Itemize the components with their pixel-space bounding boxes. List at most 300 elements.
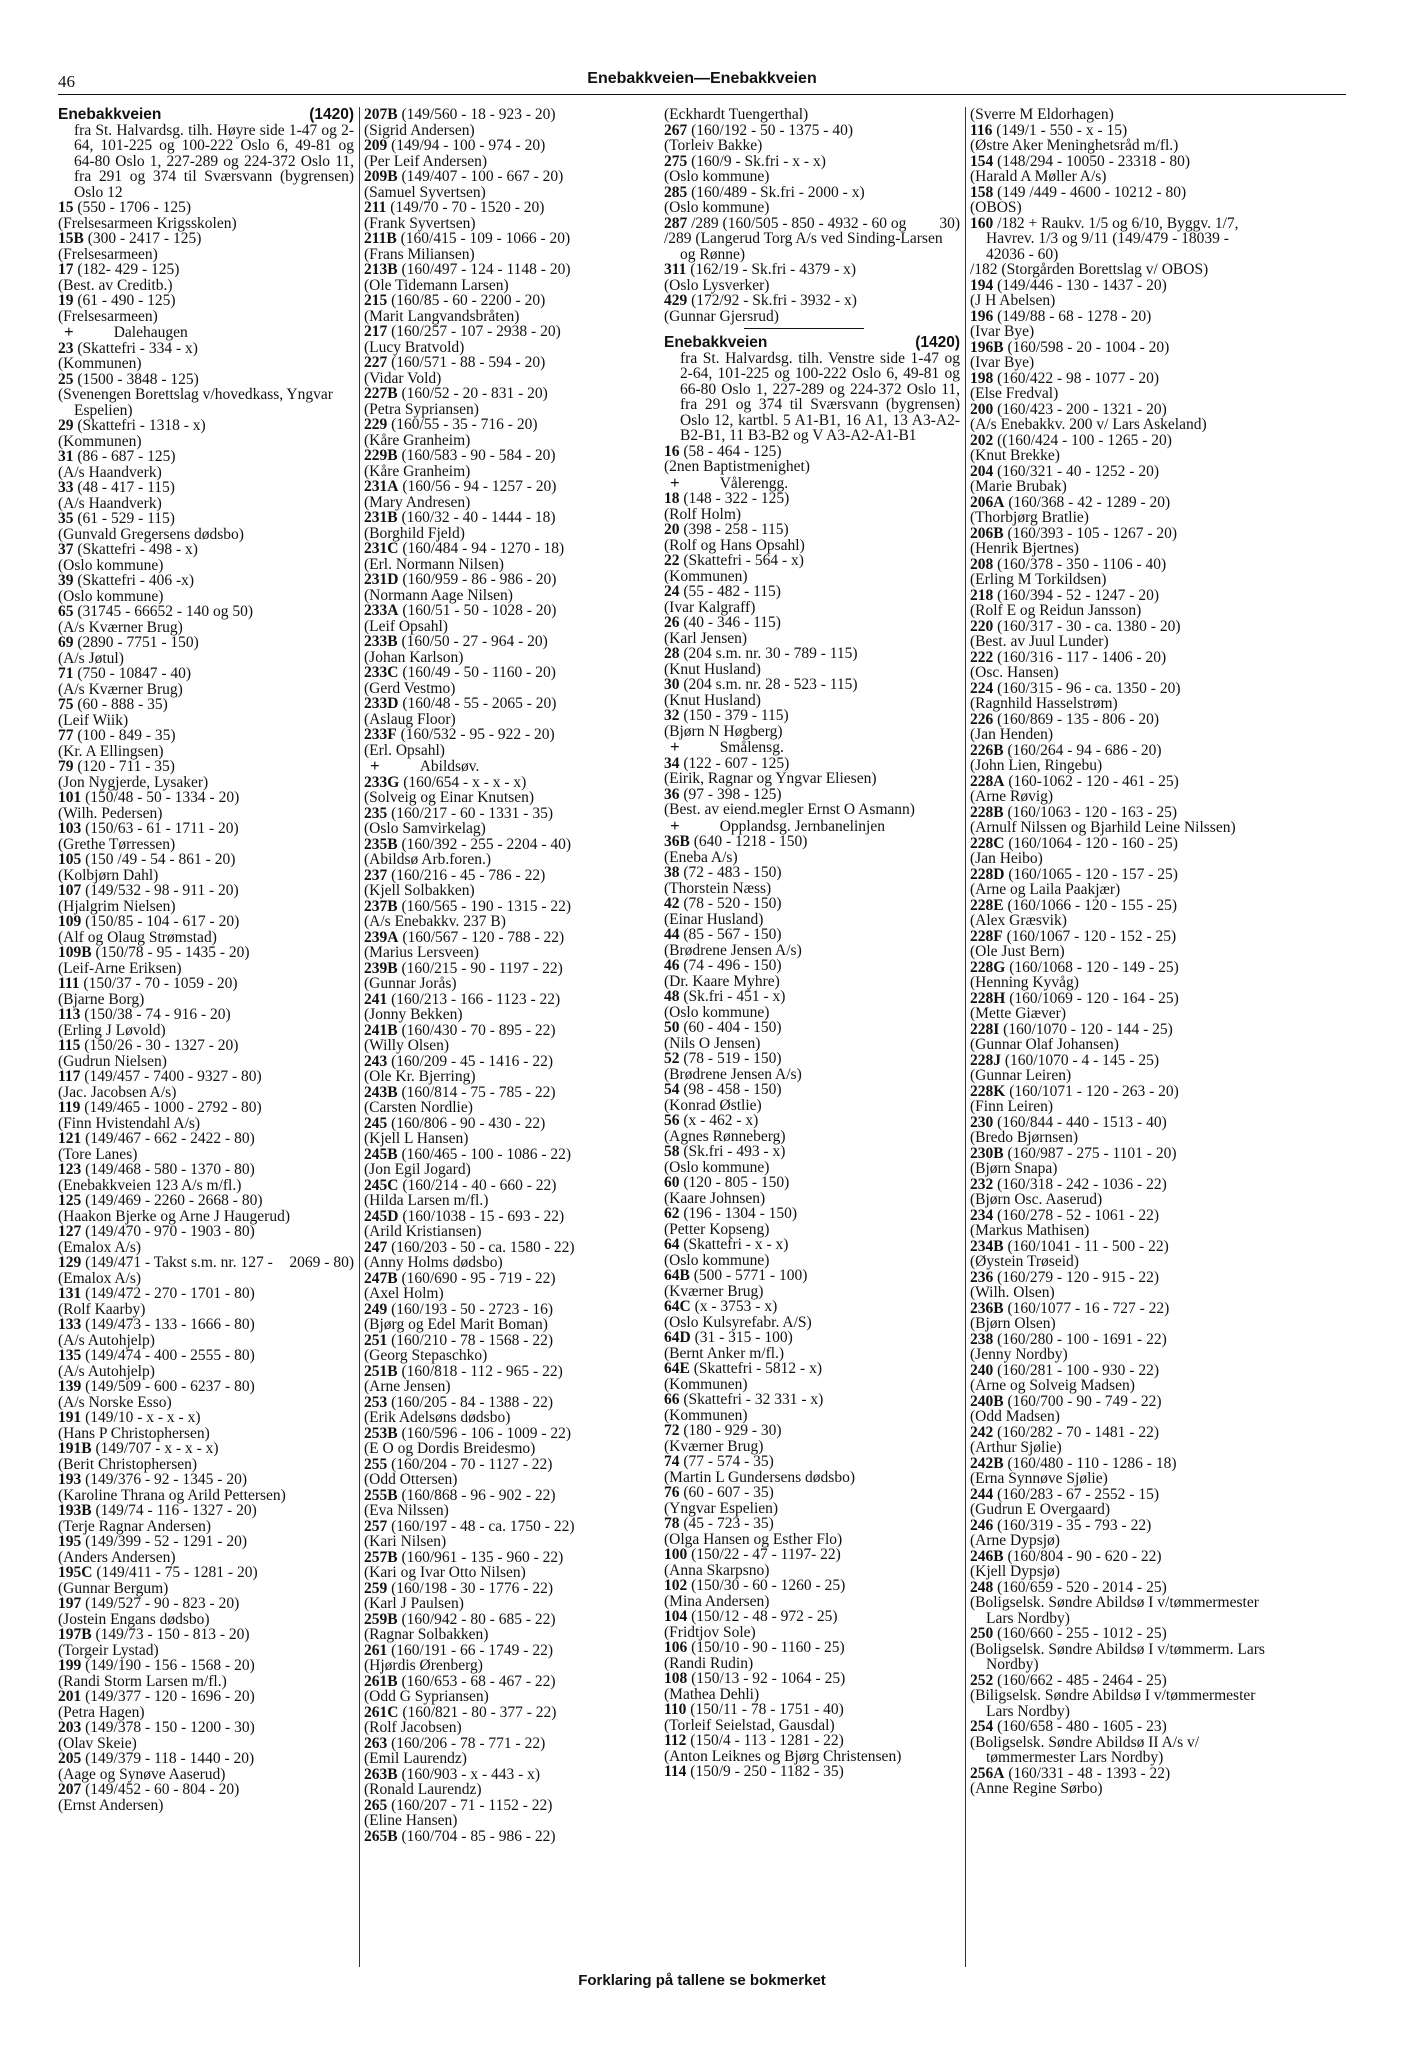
property-entry	[970, 495, 1266, 511]
house-number: 242	[970, 1423, 994, 1441]
entry-values: /182 + Raukv. 1/5 og 6/10, Byggv. 1/7, Havrev. 1/3 og 9/11 (149/479 - 18039 - 42036 - 60)	[986, 214, 1239, 263]
entry-values: (149/471 - Takst s.m. nr. 127 -	[81, 1254, 273, 1271]
property-entry	[664, 1516, 960, 1532]
house-number: 234B	[970, 1237, 1004, 1255]
entry-values: (160/422 - 98 - 1077 - 20)	[993, 369, 1159, 387]
entry-values: (149/527 - 90 - 823 - 20)	[81, 1595, 240, 1612]
house-number: 215	[364, 292, 388, 309]
property-entry	[664, 1547, 960, 1563]
owner-line: /289 (Langerud Torg A/s ved Sinding-Larsen og Rønne)	[664, 230, 943, 263]
owner-line: (Jan Heibo)	[970, 850, 1043, 867]
house-number: 236B	[970, 1299, 1004, 1317]
house-number: 240B	[970, 1392, 1004, 1410]
entry-values: (150/4 - 113 - 1281 - 22)	[686, 1732, 844, 1749]
property-entry	[58, 1131, 354, 1147]
entry-values: (160/1070 - 120 - 144 - 25)	[999, 1020, 1173, 1038]
property-entry	[970, 1332, 1266, 1348]
entry-values: (150/37 - 70 - 1059 - 20)	[79, 975, 238, 992]
property-entry	[970, 1487, 1266, 1503]
entry-values: (149/399 - 52 - 1291 - 20)	[81, 1533, 247, 1550]
entry-values: (160/596 - 106 - 1009 - 22)	[397, 1424, 572, 1442]
owner-line: (Torleif Seielstad, Gausdal)	[664, 1716, 835, 1734]
property-entry	[364, 1240, 660, 1256]
header-rule	[58, 94, 1346, 95]
house-number: 195	[58, 1533, 82, 1550]
house-number: 108	[664, 1670, 688, 1687]
owner-line: (Jan Henden)	[970, 726, 1054, 743]
owner-line: (A/s Haandverk)	[58, 463, 162, 481]
property-entry	[58, 511, 354, 527]
house-number: 237B	[364, 897, 398, 915]
property-entry	[664, 1423, 960, 1439]
entry-values: (160/1038 - 15 - 693 - 22)	[398, 1207, 565, 1225]
owner-line: (John Lien, Ringebu)	[970, 757, 1103, 774]
house-number: 227	[364, 354, 388, 371]
owner-line: (Erl. Normann Nilsen)	[364, 555, 504, 573]
entry-values: ((160/424 - 100 - 1265 - 20)	[993, 431, 1172, 449]
property-entry	[58, 1038, 354, 1054]
street-code: (1420)	[309, 107, 354, 123]
house-number: 196B	[970, 338, 1004, 356]
property-entry	[58, 1534, 354, 1550]
entry-values: (182- 429 - 125)	[73, 261, 180, 278]
entry-values: (149/379 - 118 - 1440 - 20)	[81, 1750, 255, 1767]
property-entry	[664, 1206, 960, 1222]
owner-line: (Bjørn Snapa)	[970, 1160, 1058, 1177]
owner-line: (Ole Kr. Bjerring)	[364, 1068, 476, 1085]
house-number: 259B	[364, 1610, 398, 1628]
property-entry	[58, 1007, 354, 1023]
house-number: 33	[58, 479, 74, 496]
owner-line: (Lucy Bratvold)	[364, 338, 465, 356]
property-entry	[970, 650, 1266, 666]
property-entry	[364, 727, 660, 743]
entry-values: (160/430 - 70 - 895 - 22)	[397, 1021, 556, 1039]
property-entry	[970, 154, 1266, 170]
house-number: 197B	[58, 1626, 92, 1643]
entry-values: (500 - 5771 - 100)	[689, 1267, 808, 1284]
entry-values: (750 - 10847 - 40)	[73, 665, 192, 682]
street-heading	[664, 335, 960, 351]
entry-values: (150/10 - 90 - 1160 - 25)	[687, 1639, 845, 1656]
owner-line: (Emalox A/s)	[58, 1269, 142, 1287]
property-entry	[664, 123, 960, 139]
column-4	[965, 107, 1266, 1967]
owner-line: (Berit Christophersen)	[58, 1455, 198, 1473]
owner-line: (Jonny Bekken)	[364, 1006, 463, 1023]
owner-line: (Alex Græsvik)	[970, 912, 1067, 929]
house-number: 207B	[364, 107, 398, 123]
house-number: 139	[58, 1378, 82, 1395]
property-entry	[364, 1829, 660, 1845]
owner-line: (Ronald Laurendz)	[364, 1781, 482, 1798]
property-entry	[58, 666, 354, 682]
owner-line: (Eline Hansen)	[364, 1812, 458, 1829]
owner-line: (Per Leif Andersen)	[364, 152, 488, 170]
property-entry	[970, 1766, 1266, 1782]
entry-values: (149/469 - 2260 - 2668 - 80)	[81, 1192, 263, 1209]
property-entry	[58, 728, 354, 744]
house-number: 15B	[58, 230, 84, 247]
property-entry	[364, 448, 660, 464]
property-entry	[364, 1178, 660, 1194]
property-entry	[58, 1441, 354, 1457]
entry-values: (160/48 - 55 - 2065 - 20)	[398, 695, 557, 712]
property-entry	[364, 1116, 660, 1132]
owner-line: (Vidar Vold)	[364, 369, 442, 387]
entry-values: (149/70 - 70 - 1520 - 20)	[386, 199, 545, 216]
owner-line: (Leif Wiik)	[58, 711, 129, 729]
property-entry	[58, 1720, 354, 1736]
house-number: 211B	[364, 230, 397, 247]
owner-line: (Eirik, Ragnar og Yngvar Eliesen)	[664, 770, 877, 787]
entry-values: (160/814 - 75 - 785 - 22)	[397, 1083, 556, 1101]
property-entry	[364, 1705, 660, 1721]
owner-line: (Harald A Møller A/s)	[970, 168, 1107, 185]
owner-line: (Borghild Fjeld)	[364, 524, 465, 542]
house-number: 209	[364, 137, 388, 154]
owner-line: (Bjarne Borg)	[58, 990, 145, 1008]
entry-values: (Skattefri - 498 - x)	[73, 541, 198, 558]
crossing-plus-icon: +	[670, 472, 680, 492]
owner-line: (Gudrun Nielsen)	[58, 1052, 167, 1070]
property-entry	[970, 991, 1266, 1007]
street-name: Enebakkveien	[58, 107, 162, 123]
house-number: 66	[664, 1391, 680, 1408]
entry-values: (100 - 849 - 35)	[73, 727, 176, 744]
property-entry	[664, 1764, 960, 1780]
property-entry	[664, 444, 960, 460]
owner-line: (Ivar Bye)	[970, 354, 1035, 371]
crossing-marker	[664, 472, 960, 492]
house-number: 65	[58, 603, 74, 620]
property-entry	[364, 231, 660, 247]
owner-line: (Kari Nilsen)	[364, 1533, 447, 1550]
house-number: 227B	[364, 385, 398, 402]
entry-values: (160/868 - 96 - 902 - 22)	[397, 1486, 556, 1504]
crossing-marker	[364, 758, 660, 775]
property-entry	[664, 1485, 960, 1501]
property-entry	[364, 107, 660, 123]
property-entry	[664, 553, 960, 569]
entry-values: (31745 - 66652 - 140 og 50)	[73, 603, 254, 620]
property-entry	[364, 479, 660, 495]
house-number: 217	[364, 323, 388, 340]
crossing-marker	[664, 815, 960, 835]
entry-values: (Skattefri - 334 - x)	[73, 339, 198, 357]
owner-line: (Kommunen)	[664, 1406, 748, 1424]
column-2	[359, 107, 660, 1967]
owner-line: (Ragnhild Hasselstrøm)	[970, 695, 1118, 712]
property-entry	[970, 898, 1266, 914]
property-entry	[664, 989, 960, 1005]
property-entry	[664, 865, 960, 881]
entry-values: (160/869 - 135 - 806 - 20)	[993, 710, 1159, 728]
owner-line: (Rolf Holm)	[664, 505, 742, 523]
entry-values: (160/210 - 78 - 1568 - 22)	[387, 1331, 553, 1349]
owner-line: (Frelsesarmeen)	[58, 307, 158, 325]
owner-line: (Dr. Kaare Myhre)	[664, 972, 780, 990]
owner-line: (Bjørn N Høgberg)	[664, 722, 783, 740]
entry-values: (55 - 482 - 115)	[679, 583, 781, 600]
entry-values: (149/376 - 92 - 1345 - 20)	[81, 1471, 247, 1488]
property-entry	[364, 572, 660, 588]
owner-line: (Frelsesarmeen)	[58, 245, 158, 263]
owner-line: (Mette Giæver)	[970, 1005, 1066, 1022]
owner-line: (Sigrid Andersen)	[364, 121, 475, 139]
property-entry	[664, 1392, 960, 1408]
property-entry	[364, 1736, 660, 1752]
house-number: 199	[58, 1657, 82, 1674]
property-entry	[58, 1751, 354, 1767]
house-number: 64B	[664, 1267, 690, 1284]
owner-line: (Kommunen)	[664, 1375, 748, 1393]
property-entry	[364, 1209, 660, 1225]
owner-line: (Kari og Ivar Otto Nilsen)	[364, 1564, 526, 1581]
house-number: 194	[970, 276, 994, 294]
owner-line: (Hans P Christophersen)	[58, 1424, 210, 1442]
house-number: 263B	[364, 1765, 398, 1783]
property-entry	[970, 1673, 1266, 1689]
house-number: 25	[58, 370, 74, 388]
property-entry	[970, 1115, 1266, 1131]
entry-values: (150/38 - 74 - 916 - 20)	[80, 1006, 231, 1023]
owner-line: (Kommunen)	[58, 355, 142, 372]
house-number: 125	[58, 1192, 82, 1209]
entry-values: (1500 - 3848 - 125)	[73, 370, 199, 388]
owner-line: (Torleiv Bakke)	[664, 137, 763, 154]
property-entry	[364, 1581, 660, 1597]
owner-line: (Normann Aage Nilsen)	[364, 586, 513, 604]
owner-line: (Brødrene Jensen A/s)	[664, 1065, 802, 1083]
house-number: 111	[58, 975, 80, 992]
entry-values: (160/465 - 100 - 1086 - 22)	[397, 1145, 572, 1163]
property-entry	[58, 542, 354, 558]
house-number: 255B	[364, 1486, 398, 1504]
owner-line: (Mary Andresen)	[364, 493, 471, 511]
property-entry	[364, 1426, 660, 1442]
property-entry	[364, 1395, 660, 1411]
property-entry	[58, 790, 354, 806]
column-3	[664, 107, 960, 1967]
street-description: fra St. Halvardsg. tilh. Venstre side 1-47 og 2-64, 101-225 og 100-222 Oslo 6, 49-81 og 66-80 Oslo 1, 227-289 og 224-372 Oslo 11, fra 291 og 374 til Sværsvann (bygrensen) Oslo 12, kartbl. 5 A1-B1, 16 A1, 13 A3-A2-B2-B1, 11 B3-B2 og V A3-A2-A1-B1	[680, 349, 960, 444]
house-number: 109B	[58, 944, 92, 961]
house-number: 235	[364, 804, 388, 822]
owner-line: (A/s Autohjelp)	[58, 1362, 155, 1380]
property-entry	[58, 1627, 354, 1643]
entry-values: (160/844 - 440 - 1513 - 40)	[993, 1113, 1167, 1131]
property-entry	[664, 1175, 960, 1191]
owner-line: (Ivar Kalgraff)	[664, 598, 756, 616]
entry-values: (61 - 529 - 115)	[73, 510, 175, 527]
entry-values: (160/206 - 78 - 771 - 22)	[387, 1734, 546, 1752]
owner-line: (Boligselsk. Søndre Abildsø I v/tømmerm. Lars Nordby)	[970, 1640, 1265, 1673]
entry-values: (149/407 - 100 - 667 - 20)	[397, 168, 564, 185]
house-number: 228G	[970, 958, 1006, 976]
owner-line: (A/s Kværner Brug)	[58, 618, 183, 636]
entry-values: (160/197 - 48 - ca. 1750 - 22)	[387, 1517, 575, 1535]
property-entry	[970, 1394, 1266, 1410]
property-entry	[364, 1643, 660, 1659]
property-entry	[970, 1084, 1266, 1100]
entry-values: (120 - 805 - 150)	[679, 1174, 790, 1191]
house-number: 224	[970, 679, 994, 697]
owner-line: (OBOS)	[970, 199, 1022, 216]
owner-line: (Emil Laurendz)	[364, 1750, 467, 1767]
crossing-name: Vålerengg.	[719, 474, 789, 492]
owner-line: (Konrad Østlie)	[664, 1096, 762, 1114]
property-entry	[364, 169, 660, 185]
house-number: 78	[664, 1515, 680, 1532]
owner-line: (Ragnar Solbakken)	[364, 1626, 489, 1643]
house-number: 243	[364, 1052, 388, 1070]
entry-values: (149/509 - 600 - 6237 - 80)	[81, 1378, 255, 1395]
entry-values: (48 - 417 - 115)	[73, 479, 175, 496]
owner-line: (Anne Regine Sørbo)	[970, 1780, 1103, 1797]
property-entry	[664, 787, 960, 803]
house-number: 123	[58, 1161, 82, 1178]
entry-values: (150/85 - 104 - 617 - 20)	[81, 913, 240, 930]
entry-values: (160/961 - 135 - 960 - 22)	[397, 1548, 564, 1566]
property-entry	[58, 1503, 354, 1519]
entry-values: (160/216 - 45 - 786 - 22)	[387, 866, 546, 884]
owner-line: (Aage og Synøve Aaserud)	[58, 1765, 226, 1783]
entry-values: (160/704 - 85 - 986 - 22)	[397, 1827, 556, 1845]
entry-values: (160/654 - x - x - x)	[399, 773, 527, 791]
entry-values: (160/1068 - 120 - 149 - 25)	[1005, 958, 1179, 976]
property-entry	[58, 883, 354, 899]
owner-line: (Gunnar Jorås)	[364, 975, 457, 992]
entry-values: (148/294 - 10050 - 23318 - 80)	[993, 152, 1190, 170]
house-number: 200	[970, 400, 994, 418]
owner-line: (Knut Husland)	[664, 660, 761, 678]
property-entry	[664, 1113, 960, 1129]
owner-line: (Biligselsk. Søndre Abildsø I v/tømmermester Lars Nordby)	[970, 1687, 1256, 1720]
owner-line: (A/s Enebakkv. 237 B)	[364, 913, 506, 930]
owner-line: (Kommunen)	[58, 432, 142, 450]
house-number: 19	[58, 292, 74, 309]
owner-line: (Petter Kopseng)	[664, 1220, 770, 1238]
property-entry	[58, 1689, 354, 1705]
property-entry	[58, 449, 354, 465]
entry-values: (204 s.m. nr. 30 - 789 - 115)	[679, 645, 858, 662]
owner-line: (Eneba A/s)	[664, 848, 738, 866]
entry-values: (149/532 - 98 - 911 - 20)	[81, 882, 239, 899]
property-entry	[970, 1146, 1266, 1162]
entry-values: (60 - 607 - 35)	[679, 1484, 774, 1501]
property-entry	[664, 1578, 960, 1594]
house-number: 129	[58, 1254, 82, 1271]
owner-line: (A/s Kværner Brug)	[58, 680, 183, 698]
house-number: 226B	[970, 741, 1004, 759]
page-number: 46	[58, 72, 75, 91]
house-number: 135	[58, 1347, 82, 1364]
house-number: 64	[664, 1236, 680, 1253]
house-number: 109	[58, 913, 82, 930]
house-number: 30	[664, 676, 680, 693]
entry-values: (640 - 1218 - 150)	[689, 833, 808, 850]
entry-values: (Skattefri - 5812 - x)	[689, 1360, 822, 1377]
house-number: 247B	[364, 1269, 398, 1287]
entry-values: (150/12 - 48 - 972 - 25)	[687, 1608, 838, 1625]
entry-values: (160/423 - 200 - 1321 - 20)	[993, 400, 1167, 418]
property-entry	[364, 1333, 660, 1349]
house-number: 116	[970, 121, 993, 139]
owner-line: (A/s Jøtul)	[58, 649, 124, 667]
entry-values: (160/257 - 107 - 2938 - 20)	[387, 323, 561, 340]
owner-line: (Petra Sypriansen)	[364, 400, 479, 418]
house-number: 64E	[664, 1360, 690, 1377]
property-entry	[364, 961, 660, 977]
owner-line: (Oslo Samvirkelag)	[364, 820, 486, 837]
owner-line: (Frank Syvertsen)	[364, 214, 476, 232]
house-number: 104	[664, 1608, 688, 1625]
house-number: 209B	[364, 168, 398, 185]
entry-values: (160/217 - 60 - 1331 - 35)	[387, 804, 553, 822]
house-number: 72	[664, 1422, 680, 1439]
entry-values: (149/473 - 133 - 1666 - 80)	[81, 1316, 255, 1333]
property-entry	[58, 231, 354, 247]
owner-line: (Oslo Lysverker)	[664, 276, 770, 294]
owner-line: (Kværner Brug)	[664, 1437, 764, 1455]
entry-values: (160/700 - 90 - 749 - 22)	[1003, 1392, 1162, 1410]
owner-line: /182 (Storgården Borettslag v/ OBOS)	[970, 261, 1209, 278]
house-number: 56	[664, 1112, 680, 1129]
property-entry	[970, 1549, 1266, 1565]
entry-values: (150/63 - 61 - 1711 - 20)	[81, 820, 239, 837]
house-number: 15	[58, 199, 74, 216]
property-entry	[364, 1147, 660, 1163]
owner-line: (Einar Husland)	[664, 910, 764, 928]
house-number: 38	[664, 864, 680, 881]
house-number: 257	[364, 1517, 388, 1535]
entry-values: (150/13 - 92 - 1064 - 25)	[687, 1670, 846, 1687]
property-entry	[364, 541, 660, 557]
owner-line: (Axel Holm)	[364, 1285, 444, 1302]
entry-values: (86 - 687 - 125)	[73, 448, 176, 465]
entry-values: (72 - 483 - 150)	[679, 864, 782, 881]
house-number: 233D	[364, 695, 399, 712]
owner-line: (Bredo Bjørnsen)	[970, 1129, 1079, 1146]
owner-line: (Erik Adelsøns dødsbo)	[364, 1409, 511, 1426]
house-number: 101	[58, 789, 82, 806]
entry-values: (160/32 - 40 - 1444 - 18)	[397, 509, 556, 526]
house-number: 240	[970, 1361, 994, 1379]
property-entry	[364, 899, 660, 915]
house-number: 222	[970, 648, 994, 666]
house-number: 48	[664, 988, 680, 1005]
house-number: 114	[664, 1763, 687, 1780]
house-number: 158	[970, 183, 994, 201]
property-entry	[364, 1457, 660, 1473]
entry-values: (160/1067 - 120 - 152 - 25)	[1002, 927, 1177, 945]
property-entry	[58, 1596, 354, 1612]
property-entry	[364, 1023, 660, 1039]
owner-line: (Oslo kommune)	[664, 1158, 770, 1176]
entry-values: (160/565 - 190 - 1315 - 22)	[397, 897, 572, 915]
house-number: 265B	[364, 1827, 398, 1845]
house-number: 23	[58, 339, 74, 357]
entry-values: (160/56 - 94 - 1257 - 20)	[398, 478, 557, 495]
owner-line: (Mina Andersen)	[664, 1592, 770, 1610]
property-entry	[364, 1302, 660, 1318]
house-number: 230B	[970, 1144, 1004, 1162]
property-entry	[970, 960, 1266, 976]
owner-line: (Emalox A/s)	[58, 1238, 142, 1256]
house-number: 229B	[364, 447, 398, 464]
owner-line: (Ernst Andersen)	[58, 1796, 164, 1814]
property-entry	[364, 775, 660, 791]
